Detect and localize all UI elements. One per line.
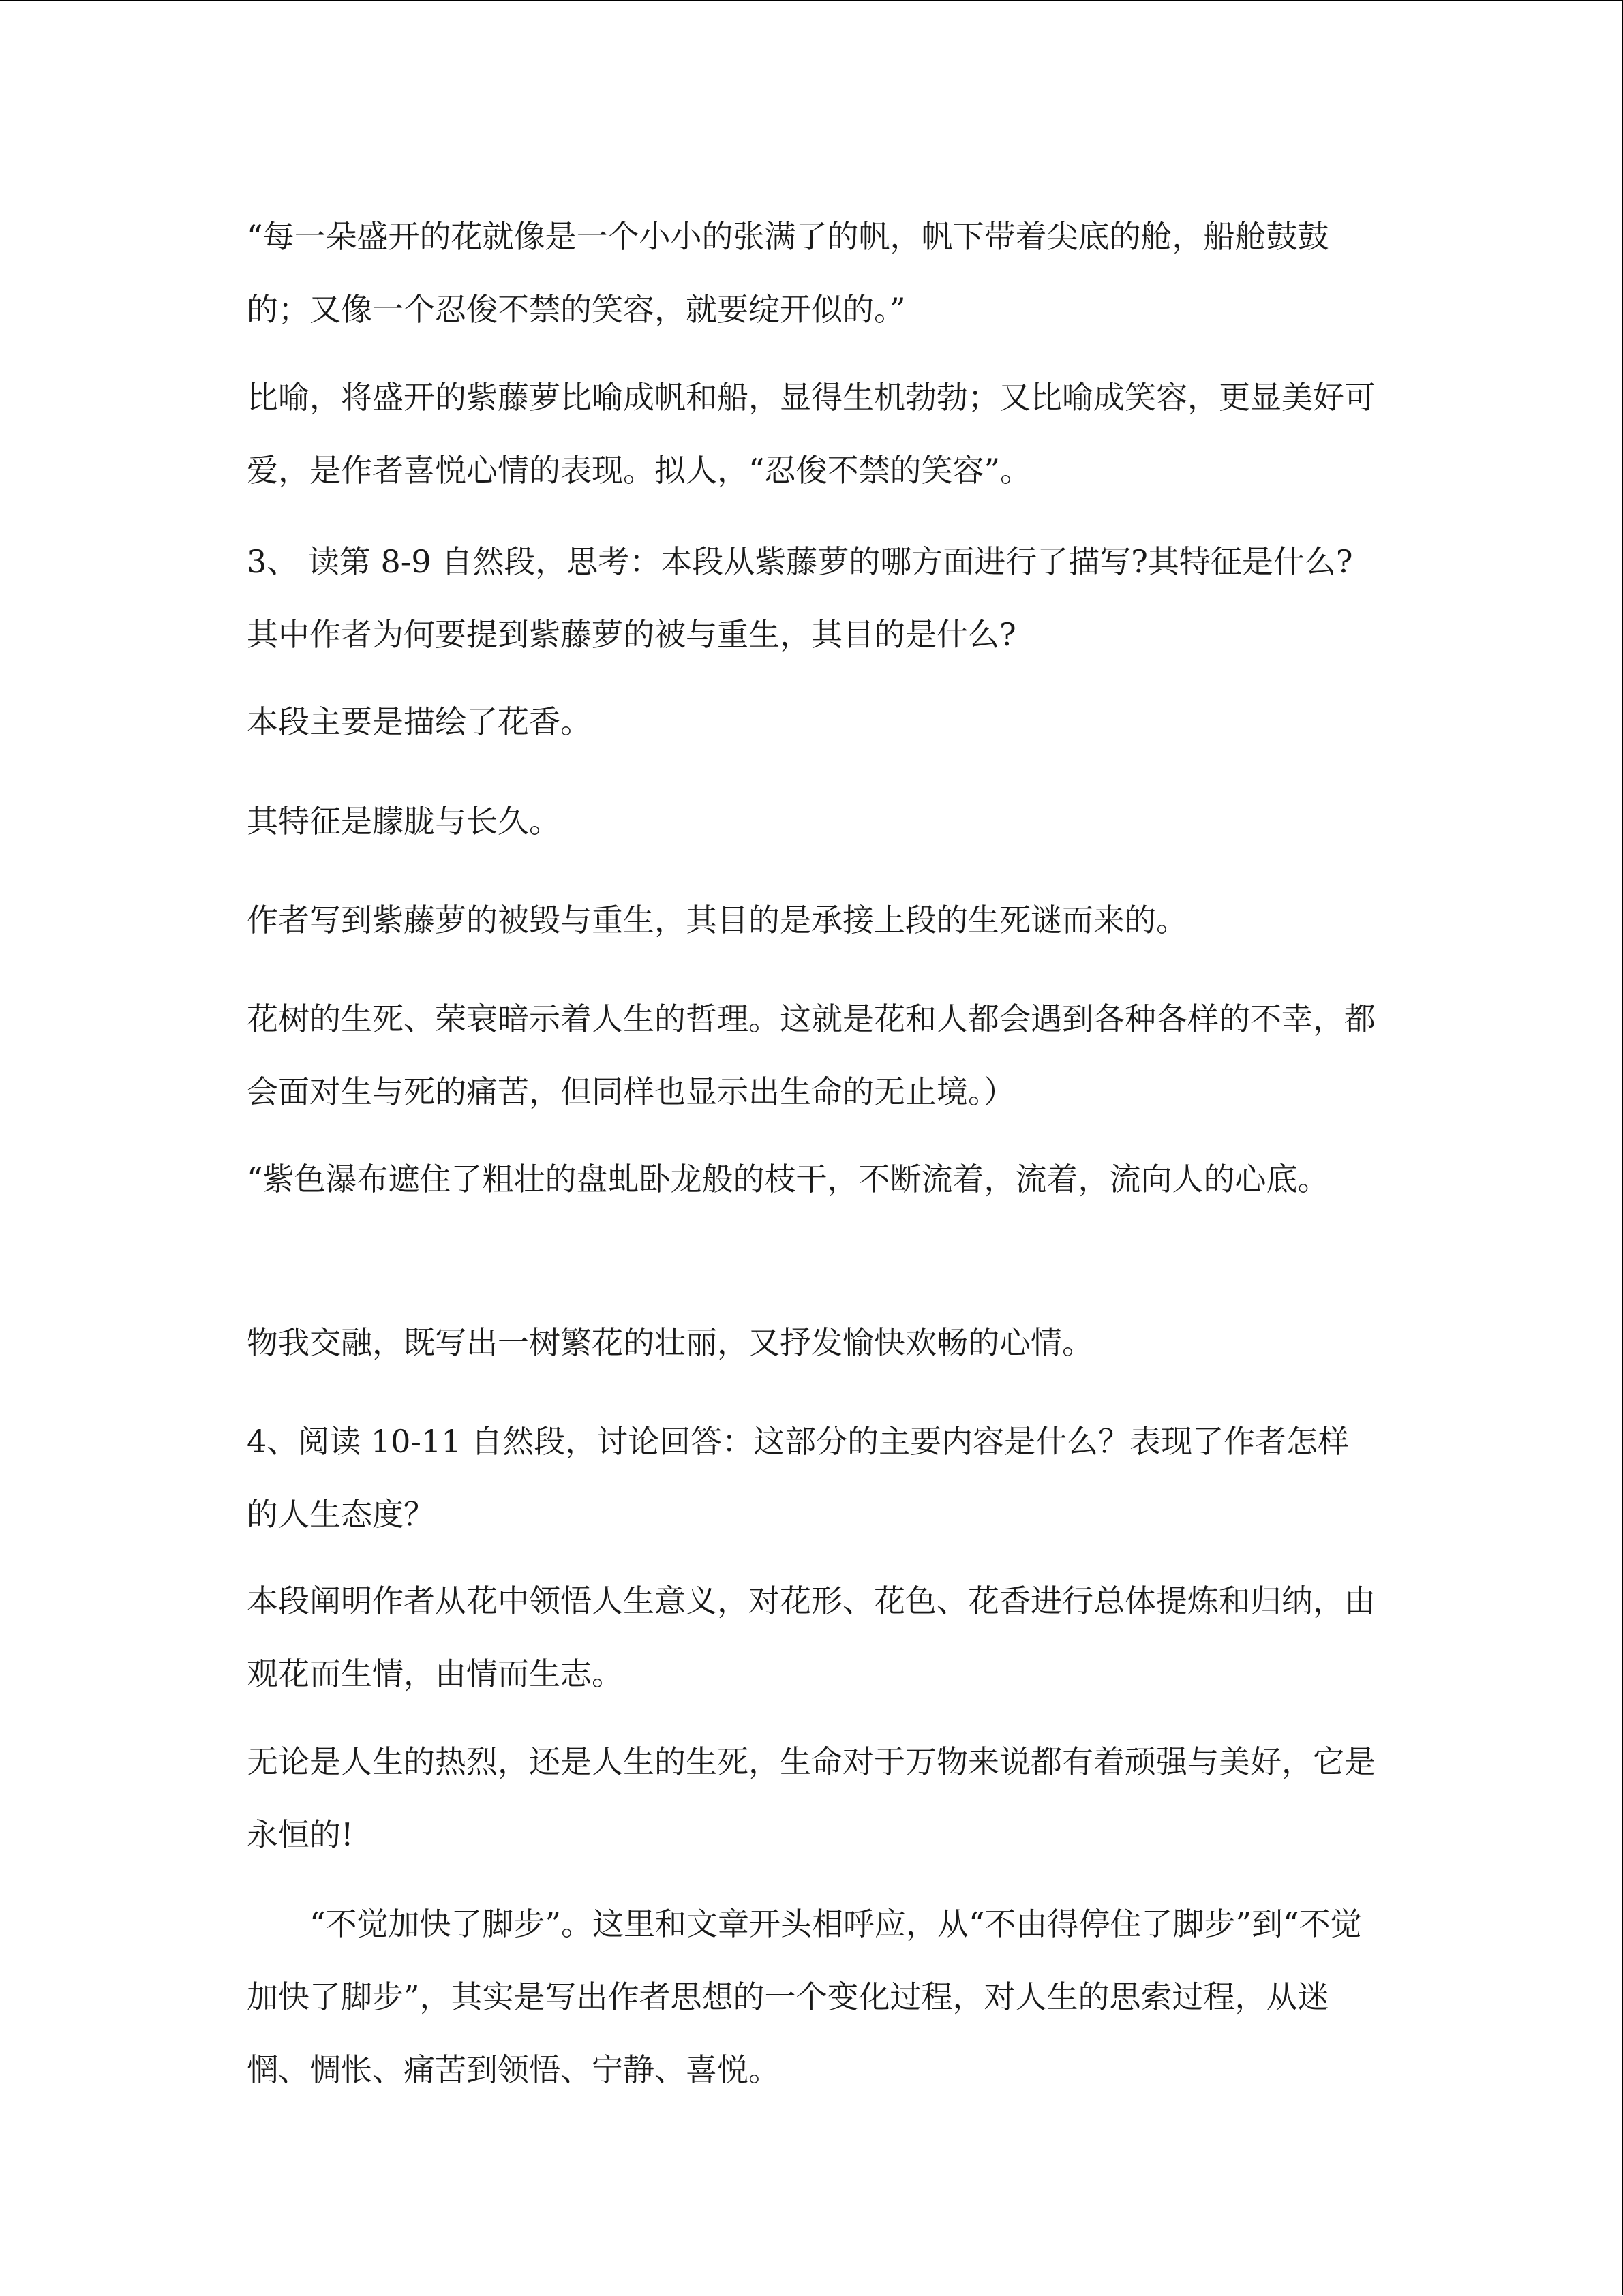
paragraph-philosophy: 花树的生死、荣衰暗示着人生的哲理。这就是花和人都会遇到各种各样的不幸，都会面对生与死的痛苦，但同样也显示出生命的无止境。）: [247, 1000, 1376, 1110]
paragraph-waterfall-quote: “紫色瀑布遮住了粗壮的盘虬卧龙般的枝干，不断流着，流着，流向人的心底。: [247, 1161, 1329, 1197]
paragraph-pace-echo: “不觉加快了脚步”。这里和文章开头相呼应，从“不由得停住了脚步”到“不觉加快了脚步”，其实是写出作者思想的一个变化过程，对人生的思索过程，从迷惘、惆怅、痛苦到领悟、宁静、喜悦。: [247, 1905, 1362, 2088]
paragraph-answer-eternal: 无论是人生的热烈，还是人生的生死，生命对于万物来说都有着顽强与美好，它是永恒的!: [247, 1743, 1376, 1853]
paragraph-question-3: 3、 读第 8-9 自然段，思考：本段从紫藤萝的哪方面进行了描写?其特征是什么?其中作者为何要提到紫藤萝的被与重生，其目的是什么?: [247, 543, 1353, 653]
paragraph-answer-meaning: 本段阐明作者从花中领悟人生意义，对花形、花色、花香进行总体提炼和归纳，由观花而生情，由情而生志。: [247, 1582, 1376, 1692]
paragraph-answer-fragrance: 本段主要是描绘了花香。: [247, 703, 592, 740]
document-page: [247, 1, 1378, 2296]
paragraph-answer-feature: 其特征是朦胧与长久。: [247, 803, 560, 840]
paragraph-answer-purpose: 作者写到紫藤萝的被毁与重生，其目的是承接上段的生死谜而来的。: [247, 902, 1187, 938]
paragraph-question-4: 4、阅读 10-11 自然段，讨论回答：这部分的主要内容是什么？表现了作者怎样的人生态度？: [247, 1423, 1350, 1533]
paragraph-fusion: 物我交融，既写出一树繁花的壮丽，又抒发愉快欢畅的心情。: [247, 1324, 1093, 1361]
paragraph-simile-analysis: 比喻，将盛开的紫藤萝比喻成帆和船，显得生机勃勃；又比喻成笑容，更显美好可爱，是作者喜悦心情的表现。拟人，“忍俊不禁的笑容”。: [247, 379, 1376, 489]
paragraph-simile-quote: “每一朵盛开的花就像是一个小小的张满了的帆，帆下带着尖底的舱，船舱鼓鼓的；又像一个忍俊不禁的笑容，就要绽开似的。”: [247, 218, 1329, 328]
